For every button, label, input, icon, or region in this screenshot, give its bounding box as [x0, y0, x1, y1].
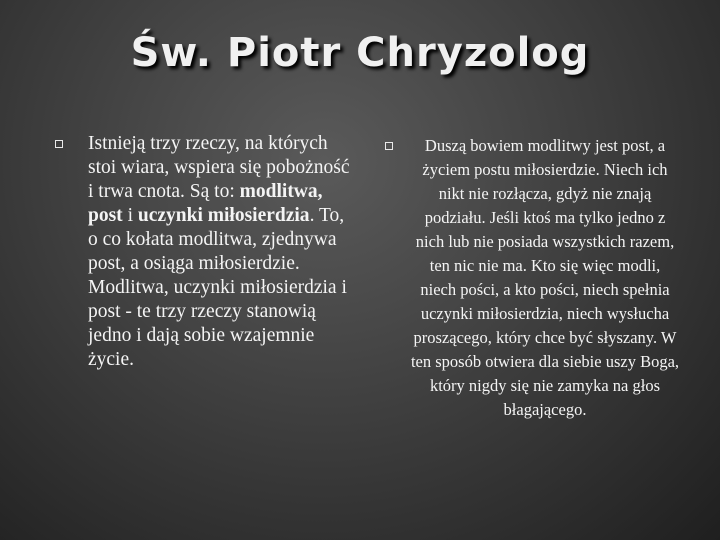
bullet-square-icon: [385, 142, 393, 150]
left-column-text: [88, 132, 356, 372]
slide-title: Św. Piotr Chryzolog: [130, 30, 590, 76]
left-text-bold-works-of-mercy: uczynki miłosierdzia: [137, 205, 310, 226]
left-text-bold-prayer-fast: modlitwa, post: [88, 181, 323, 226]
right-column-text: Duszą bowiem modlitwy jest post, a życiem postu miłosierdzie. Niech ich nikt nie rozłącza, gdyż nie znają podziału. Jeśli ktoś ma tylko jedno z nich lub nie posiada wszystkich razem, ten nic nie ma. Kto się więc modli, niech pości, a kto pości, niech spełnia uczynki miłosierdzia, niech wysłucha proszącego, który chce być słyszany. W ten sposób otwiera dla siebie uszy Boga, który nigdy się nie zamyka na głos błagającego.: [410, 136, 680, 419]
bullet-square-icon: [55, 140, 63, 148]
left-text-conjunction: i: [122, 205, 138, 226]
left-text-rest: . To, o co kołata modlitwa, zjednywa post, a osiąga miłosierdzie. Modlitwa, uczynki miłosierdzia i post - te trzy rzeczy stanowią jedno i dają sobie wzajemnie życie.: [88, 205, 347, 370]
left-text-intro: Istnieją trzy rzeczy, na których stoi wiara, wspiera się pobożność i trwa cnota. Są to:: [88, 133, 350, 202]
